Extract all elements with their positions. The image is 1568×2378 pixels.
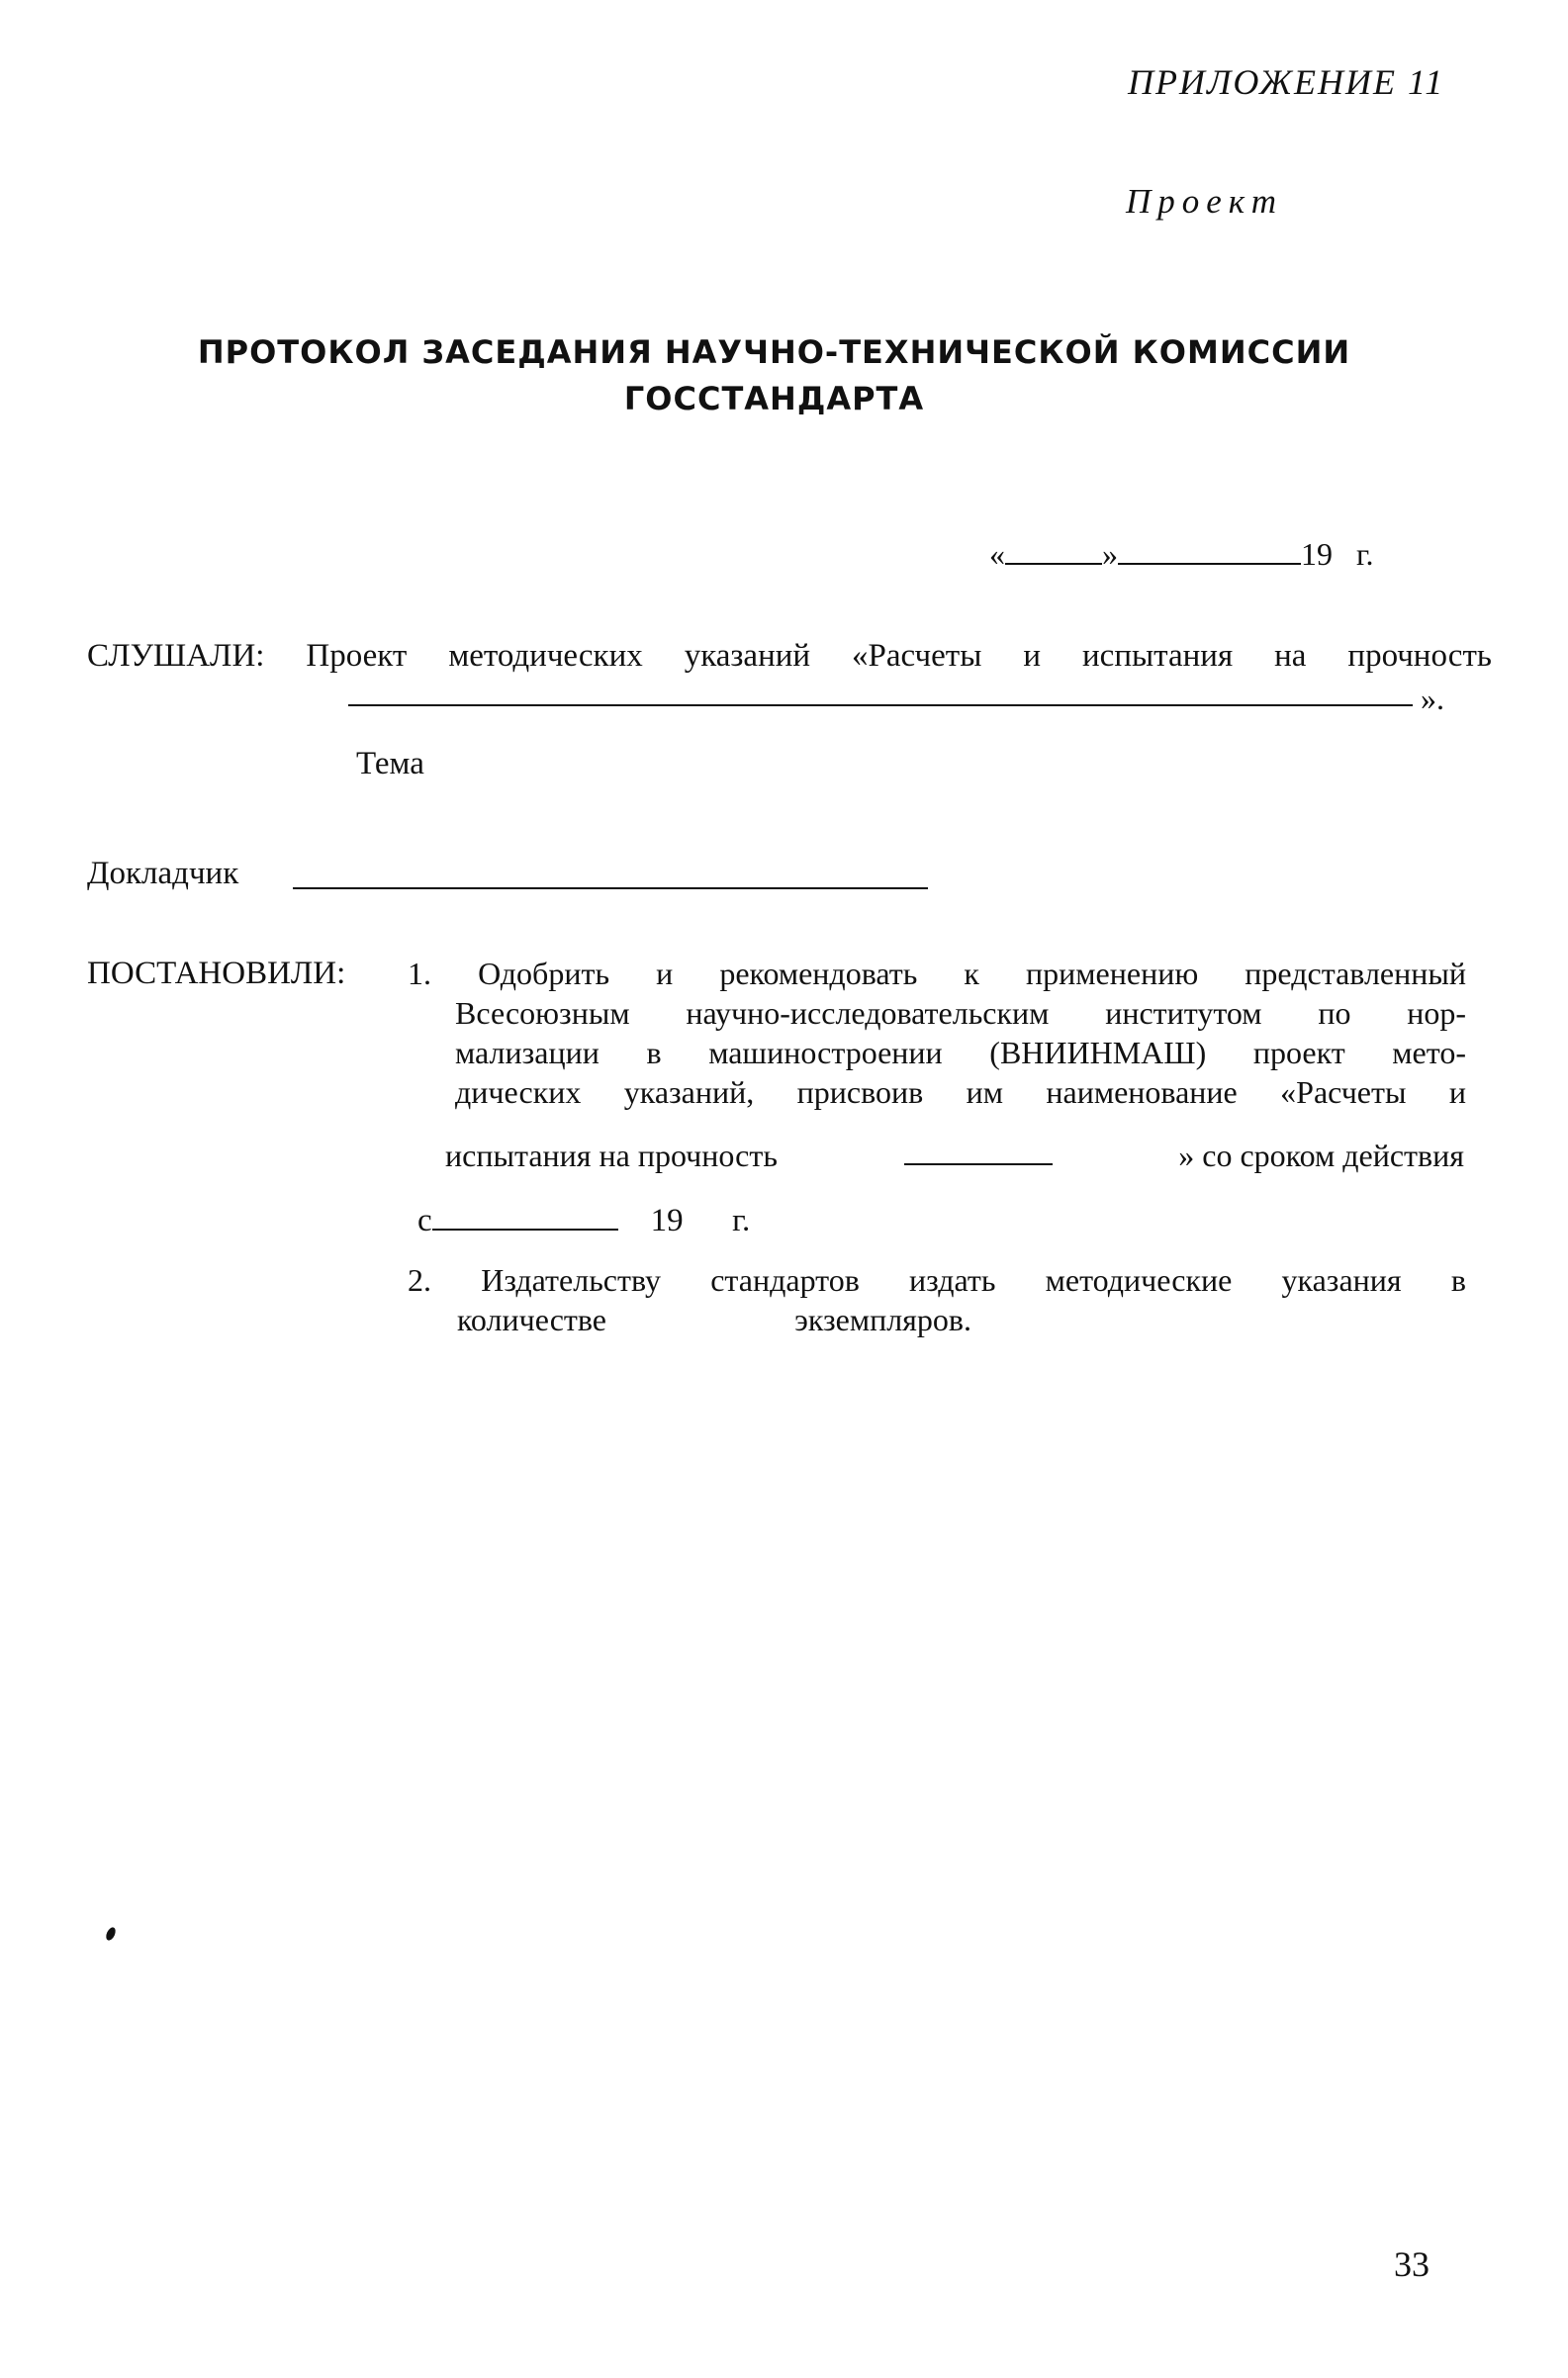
item1-word: присвоив	[796, 1074, 924, 1110]
draft-label: Проект	[1126, 182, 1283, 221]
item1-line-1	[408, 956, 1466, 992]
month-blank	[1118, 562, 1301, 565]
date-year: 19	[1301, 536, 1333, 572]
page-number: 33	[1394, 2244, 1430, 2284]
item2-word: издать	[909, 1262, 996, 1298]
topic-label: Тема	[356, 746, 424, 781]
item2-word: методические	[1045, 1262, 1233, 1298]
heard-word: на	[1274, 638, 1307, 674]
item1-word: в	[646, 1035, 662, 1070]
ink-mark	[104, 1926, 117, 1942]
speaker-blank-line	[293, 887, 928, 889]
date-quote-close: »	[1102, 536, 1118, 572]
heard-word: Проект	[306, 638, 408, 674]
validity-date-blank	[432, 1201, 618, 1231]
strength-blank	[904, 1138, 1053, 1165]
item1-word: представленный	[1245, 956, 1466, 991]
resolved-label: ПОСТАНОВИЛИ:	[87, 956, 346, 991]
item1-word: научно-исследовательским	[686, 995, 1050, 1031]
item1-line-4	[455, 1074, 1466, 1111]
topic-blank-line	[348, 704, 1413, 706]
heard-word: указаний	[684, 638, 811, 674]
item2-line-2	[457, 1302, 971, 1338]
heard-line	[87, 638, 1492, 675]
item1-word: применению	[1026, 956, 1199, 991]
item1-word: рекомендовать	[719, 956, 918, 991]
day-blank	[1005, 562, 1102, 565]
item1-word: и	[656, 956, 674, 991]
document-title-line-2: ГОССТАНДАРТА	[623, 380, 925, 417]
heard-word: прочность	[1347, 638, 1492, 674]
item1-line-6	[417, 1201, 750, 1239]
heard-word: испытания	[1082, 638, 1234, 674]
item1-word: Одобрить	[478, 956, 610, 991]
item1-validity-tail: » со сроком действия	[1178, 1138, 1464, 1173]
item1-word: машиностроении	[708, 1035, 943, 1070]
item2-line-1	[408, 1262, 1466, 1299]
item1-word: «Расчеты	[1280, 1074, 1407, 1110]
heard-label: СЛУШАЛИ:	[87, 638, 265, 674]
date-quote-open: «	[989, 536, 1005, 572]
item1-word: проект	[1252, 1035, 1345, 1070]
date-line	[989, 536, 1374, 573]
item2-quantity-label: количестве	[457, 1302, 606, 1337]
validity-year: 19	[650, 1203, 684, 1238]
item1-word: дических	[455, 1074, 582, 1110]
validity-year-suffix: г.	[732, 1203, 751, 1238]
item1-word: институтом	[1105, 995, 1262, 1031]
item1-word: нор-	[1407, 995, 1466, 1031]
speaker-label: Докладчик	[87, 856, 239, 891]
item1-line-3	[455, 1035, 1466, 1071]
item1-word: мето-	[1392, 1035, 1466, 1070]
item1-line-2	[455, 995, 1466, 1032]
document-title-line-1: ПРОТОКОЛ ЗАСЕДАНИЯ НАУЧНО-ТЕХНИЧЕСКОЙ КОМИССИИ	[197, 333, 1351, 371]
item1-number: 1.	[408, 956, 431, 991]
item1-word: Всесоюзным	[455, 995, 630, 1031]
heard-word: и	[1023, 638, 1042, 674]
validity-prefix: с	[417, 1203, 432, 1238]
item1-line-5	[445, 1138, 1464, 1174]
item1-validity-lead: испытания на прочность	[445, 1138, 778, 1173]
item2-number: 2.	[408, 1262, 431, 1298]
item1-word: указаний,	[623, 1074, 755, 1110]
item2-word: в	[1450, 1262, 1466, 1298]
item2-copies-label: экземпляров.	[794, 1302, 971, 1337]
item1-word: (ВНИИНМАШ)	[989, 1035, 1207, 1070]
item2-word: Издательству	[481, 1262, 661, 1298]
item2-word: стандартов	[710, 1262, 860, 1298]
item1-word: к	[964, 956, 979, 991]
item1-word: и	[1448, 1074, 1466, 1110]
item1-word: им	[966, 1074, 1003, 1110]
heard-closing-quote: ».	[1421, 681, 1444, 716]
item2-word: указания	[1281, 1262, 1402, 1298]
appendix-label: ПРИЛОЖЕНИЕ 11	[1128, 62, 1445, 102]
item1-word: наименование	[1046, 1074, 1238, 1110]
heard-word: «Расчеты	[852, 638, 982, 674]
item1-word: по	[1318, 995, 1351, 1031]
heard-word: методических	[448, 638, 643, 674]
item1-word: мализации	[455, 1035, 600, 1070]
date-year-suffix: г.	[1356, 536, 1374, 572]
